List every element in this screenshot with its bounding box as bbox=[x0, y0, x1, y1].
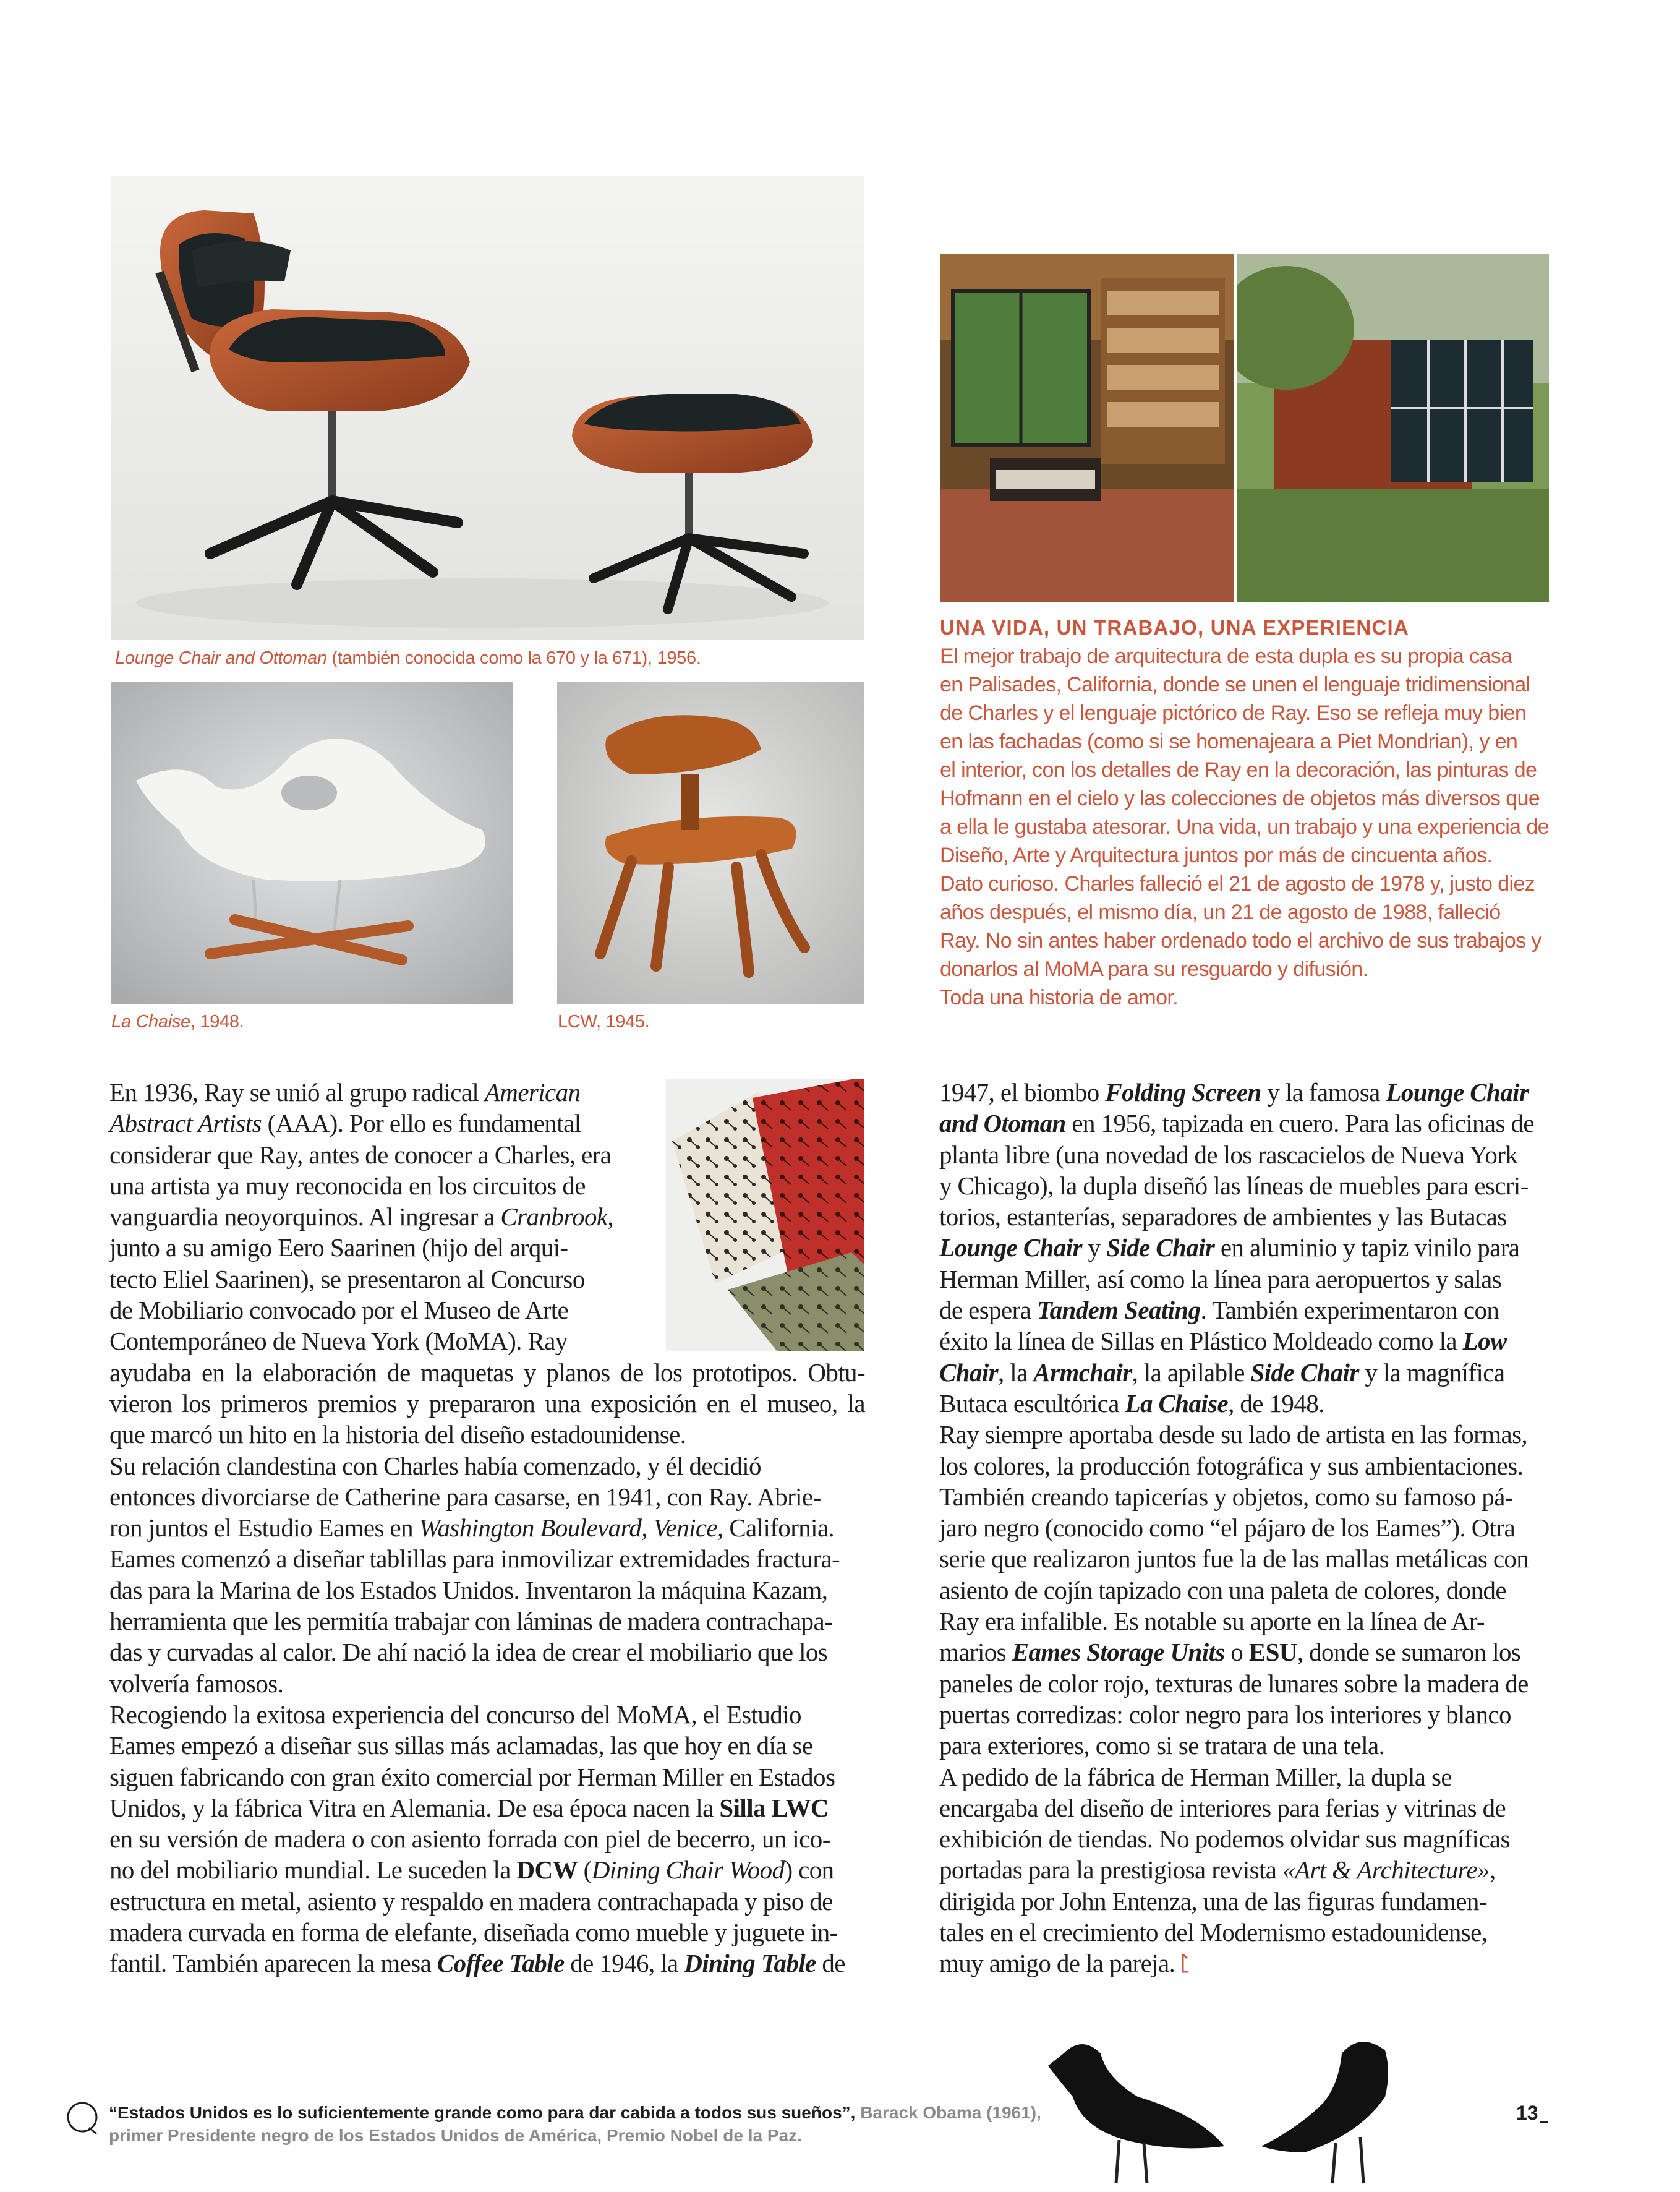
la-chaise-caption bbox=[111, 1012, 244, 1032]
eames-house-interior-photo bbox=[940, 254, 1234, 602]
sidebar-line: Ray. No sin antes haber ordenado todo el archivo de sus trabajos y bbox=[940, 929, 1541, 953]
la-chaise-photo bbox=[111, 682, 513, 1004]
sidebar-line: Hofmann en el cielo y las colecciones de objetos más diversos que bbox=[940, 787, 1540, 810]
text-line: marios Eames Storage Units o ESU, donde se sumaron los bbox=[939, 1638, 1521, 1667]
text-line: fantil. También aparecen la mesa Coffee Table de 1946, la Dining Table de bbox=[109, 1949, 845, 1978]
text-line: estructura en metal, asiento y respaldo en madera contrachapada y piso de bbox=[109, 1886, 833, 1916]
sidebar-title: UNA VIDA, UN TRABAJO, UNA EXPERIENCIA bbox=[940, 616, 1409, 639]
lounge-chair-caption bbox=[115, 648, 701, 669]
text-line: Recogiendo la exitosa experiencia del concurso del MoMA, el Estudio bbox=[109, 1700, 801, 1729]
text-line: Eames comenzó a diseñar tablillas para inmovilizar extremidades fractura- bbox=[109, 1544, 840, 1573]
text-line: siguen fabricando con gran éxito comercial por Herman Miller en Estados bbox=[109, 1762, 835, 1791]
text-line: entonces divorciarse de Catherine para casarse, en 1941, con Ray. Abrie- bbox=[109, 1482, 821, 1511]
sidebar-line: Dato curioso. Charles falleció el 21 de agosto de 1978 y, justo diez bbox=[940, 872, 1535, 896]
text-line: planta libre (una novedad de los rascacielos de Nueva York bbox=[939, 1140, 1518, 1169]
text-line: que marcó un hito en la historia del diseño estadounidense. bbox=[109, 1420, 686, 1449]
text-line: encargaba del diseño de interiores para ferias y vitrinas de bbox=[939, 1793, 1506, 1822]
text-line: Herman Miller, así como la línea para aeropuertos y salas bbox=[939, 1264, 1502, 1293]
text-line: ayudaba en la elaboración de maquetas y planos de los prototipos. Obtu- bbox=[109, 1358, 865, 1387]
sidebar-line: en las fachadas (como si se homenajeara a Piet Mondrian), y en bbox=[940, 730, 1518, 753]
text-line: das y curvadas al calor. De ahí nació la idea de crear el mobiliario que los bbox=[109, 1638, 828, 1667]
text-line: de Mobiliario convocado por el Museo de Arte bbox=[109, 1296, 569, 1325]
text-line: 1947, el biombo Folding Screen y la famosa Lounge Chair bbox=[939, 1078, 1529, 1107]
end-mark-icon bbox=[1181, 1950, 1190, 1971]
text-line: das para la Marina de los Estados Unidos. Inventaron la máquina Kazam, bbox=[109, 1575, 828, 1604]
text-line: éxito la línea de Sillas en Plástico Moldeado como la Low bbox=[939, 1327, 1507, 1356]
text-line: vieron los primeros premios y prepararon una exposición en el museo, la bbox=[109, 1389, 865, 1418]
text-line: Contemporáneo de Nueva York (MoMA). Ray bbox=[109, 1327, 568, 1356]
text-line: Ray siempre aportaba desde su lado de artista en las formas, bbox=[939, 1420, 1528, 1449]
text-line: y Chicago), la dupla diseñó las líneas de muebles para escri- bbox=[939, 1171, 1529, 1200]
text-line: torios, estanterías, separadores de ambientes y las Butacas bbox=[939, 1202, 1507, 1231]
sidebar-line: donarlos al MoMA para su resguardo y difusión. bbox=[940, 957, 1368, 981]
quote-icon bbox=[64, 2100, 100, 2136]
text-line: tecto Eliel Saarinen), se presentaron al Concurso bbox=[109, 1264, 585, 1293]
text-line: en su versión de madera o con asiento forrada con piel de becerro, un ico- bbox=[109, 1825, 830, 1854]
caption-title: La Chaise bbox=[111, 1012, 190, 1032]
text-line: volvería famosos. bbox=[109, 1669, 284, 1698]
text-line: serie que realizaron juntos fue la de las mallas metálicas con bbox=[939, 1544, 1529, 1573]
lcw-chair-photo bbox=[557, 682, 864, 1004]
lcw-caption bbox=[558, 1012, 650, 1032]
text-line: asiento de cojín tapizado con una paleta de colores, donde bbox=[939, 1575, 1506, 1604]
caption-text: , 1948. bbox=[190, 1012, 244, 1032]
text-line: una artista ya muy reconocida en los circuitos de bbox=[109, 1171, 586, 1200]
text-line: En 1936, Ray se unió al grupo radical American bbox=[109, 1078, 581, 1107]
text-line: herramienta que les permitía trabajar con láminas de madera contrachapa- bbox=[109, 1607, 833, 1636]
text-line: madera curvada en forma de elefante, diseñada como mueble y juguete in- bbox=[109, 1918, 838, 1947]
text-line: También creando tapicerías y objetos, como su famoso pá- bbox=[939, 1482, 1513, 1511]
caption-title: Lounge Chair and Ottoman bbox=[115, 648, 327, 668]
text-line: los colores, la producción fotográfica y sus ambientaciones. bbox=[939, 1451, 1524, 1480]
text-line: tales en el crecimiento del Modernismo estadounidense, bbox=[939, 1918, 1488, 1947]
footer-quote: “Estados Unidos es lo suficientemente grande como para dar cabida a todos sus sueños”, Barack Obama (1961), primer Presidente negro de los Estados Unidos de América, Premio Nobel de la Paz. bbox=[109, 2101, 1041, 2147]
lounge-chair-ottoman-photo bbox=[111, 176, 864, 640]
text-line: Unidos, y la fábrica Vitra en Alemania. De esa época nacen la Silla LWC bbox=[109, 1793, 829, 1822]
text-line: junto a su amigo Eero Saarinen (hijo del arqui- bbox=[109, 1233, 568, 1262]
text-line: A pedido de la fábrica de Herman Miller, la dupla se bbox=[939, 1762, 1452, 1791]
text-line: Lounge Chair y Side Chair en aluminio y tapiz vinilo para bbox=[939, 1233, 1520, 1262]
sidebar-box bbox=[940, 614, 1555, 1012]
text-line: Butaca escultórica La Chaise, de 1948. bbox=[939, 1389, 1324, 1418]
quote-author: Barack Obama (1961), bbox=[855, 2103, 1041, 2122]
text-line: vanguardia neoyorquinos. Al ingresar a Cranbrook, bbox=[109, 1202, 614, 1231]
text-line: para exteriores, como si se tratara de una tela. bbox=[939, 1731, 1385, 1760]
sidebar-line: Diseño, Arte y Arquitectura juntos por más de cincuenta años. bbox=[940, 844, 1493, 867]
caption-text: (también conocida como la 670 y la 671), 1956. bbox=[326, 648, 701, 668]
sidebar-line: a ella le gustaba atesorar. Una vida, un trabajo y una experiencia de bbox=[940, 815, 1549, 839]
text-line: dirigida por John Entenza, una de las figuras fundamen- bbox=[939, 1886, 1487, 1916]
page-number: 13 bbox=[1516, 2102, 1548, 2125]
sidebar-line: de Charles y el lenguaje pictórico de Ray. Eso se refleja muy bien bbox=[940, 701, 1527, 725]
quote-author-description: primer Presidente negro de los Estados Unidos de América, Premio Nobel de la Paz. bbox=[109, 2126, 802, 2145]
text-line: Eames empezó a diseñar sus sillas más aclamadas, las que hoy en día se bbox=[109, 1731, 813, 1760]
text-line: puertas corredizas: color negro para los interiores y blanco bbox=[939, 1700, 1511, 1729]
text-line: de espera Tandem Seating. También experimentaron con bbox=[939, 1296, 1499, 1325]
sidebar-line: Toda una historia de amor. bbox=[940, 986, 1179, 1009]
eames-house-birds-photo bbox=[1014, 2029, 1472, 2192]
text-line: Ray era infalible. Es notable su aporte en la línea de Ar- bbox=[939, 1607, 1485, 1636]
text-line: muy amigo de la pareja. bbox=[939, 1948, 1551, 1979]
text-line: paneles de color rojo, texturas de lunares sobre la madera de bbox=[939, 1669, 1529, 1698]
sidebar-line: El mejor trabajo de arquitectura de esta dupla es su propia casa bbox=[940, 644, 1512, 668]
text-line: Su relación clandestina con Charles había comenzado, y él decidió bbox=[109, 1451, 761, 1480]
text-line: no del mobiliario mundial. Le suceden la DCW (Dining Chair Wood) con bbox=[109, 1856, 834, 1885]
text-line: portadas para la prestigiosa revista «Art & Architecture», bbox=[939, 1856, 1496, 1885]
quote-text: “Estados Unidos es lo suficientemente grande como para dar cabida a todos sus sueños” bbox=[109, 2103, 851, 2122]
text-line: exhibición de tiendas. No podemos olvidar sus magníficas bbox=[939, 1825, 1510, 1854]
sidebar-line: en Palisades, California, donde se unen el lenguaje tridimensional bbox=[940, 673, 1530, 696]
body-column-left bbox=[109, 1077, 865, 1979]
sidebar-line: años después, el mismo día, un 21 de agosto de 1988, falleció bbox=[940, 901, 1501, 924]
text-line: Abstract Artists (AAA). Por ello es fundamental bbox=[109, 1109, 581, 1138]
eames-house-exterior-photo bbox=[1237, 254, 1549, 602]
body-column-right bbox=[939, 1077, 1551, 1979]
caption-text: LCW, 1945. bbox=[558, 1012, 650, 1032]
text-line: considerar que Ray, antes de conocer a Charles, era bbox=[109, 1140, 612, 1169]
sidebar-line: el interior, con los detalles de Ray en la decoración, las pinturas de bbox=[940, 758, 1537, 782]
text-line: and Otoman en 1956, tapizada en cuero. Para las oficinas de bbox=[939, 1109, 1534, 1138]
text-line: Chair, la Armchair, la apilable Side Chair y la magnífica bbox=[939, 1358, 1505, 1387]
text-line: ron juntos el Estudio Eames en Washington Boulevard, Venice, California. bbox=[109, 1513, 835, 1543]
text-line: jaro negro (conocido como “el pájaro de los Eames”). Otra bbox=[939, 1513, 1516, 1543]
